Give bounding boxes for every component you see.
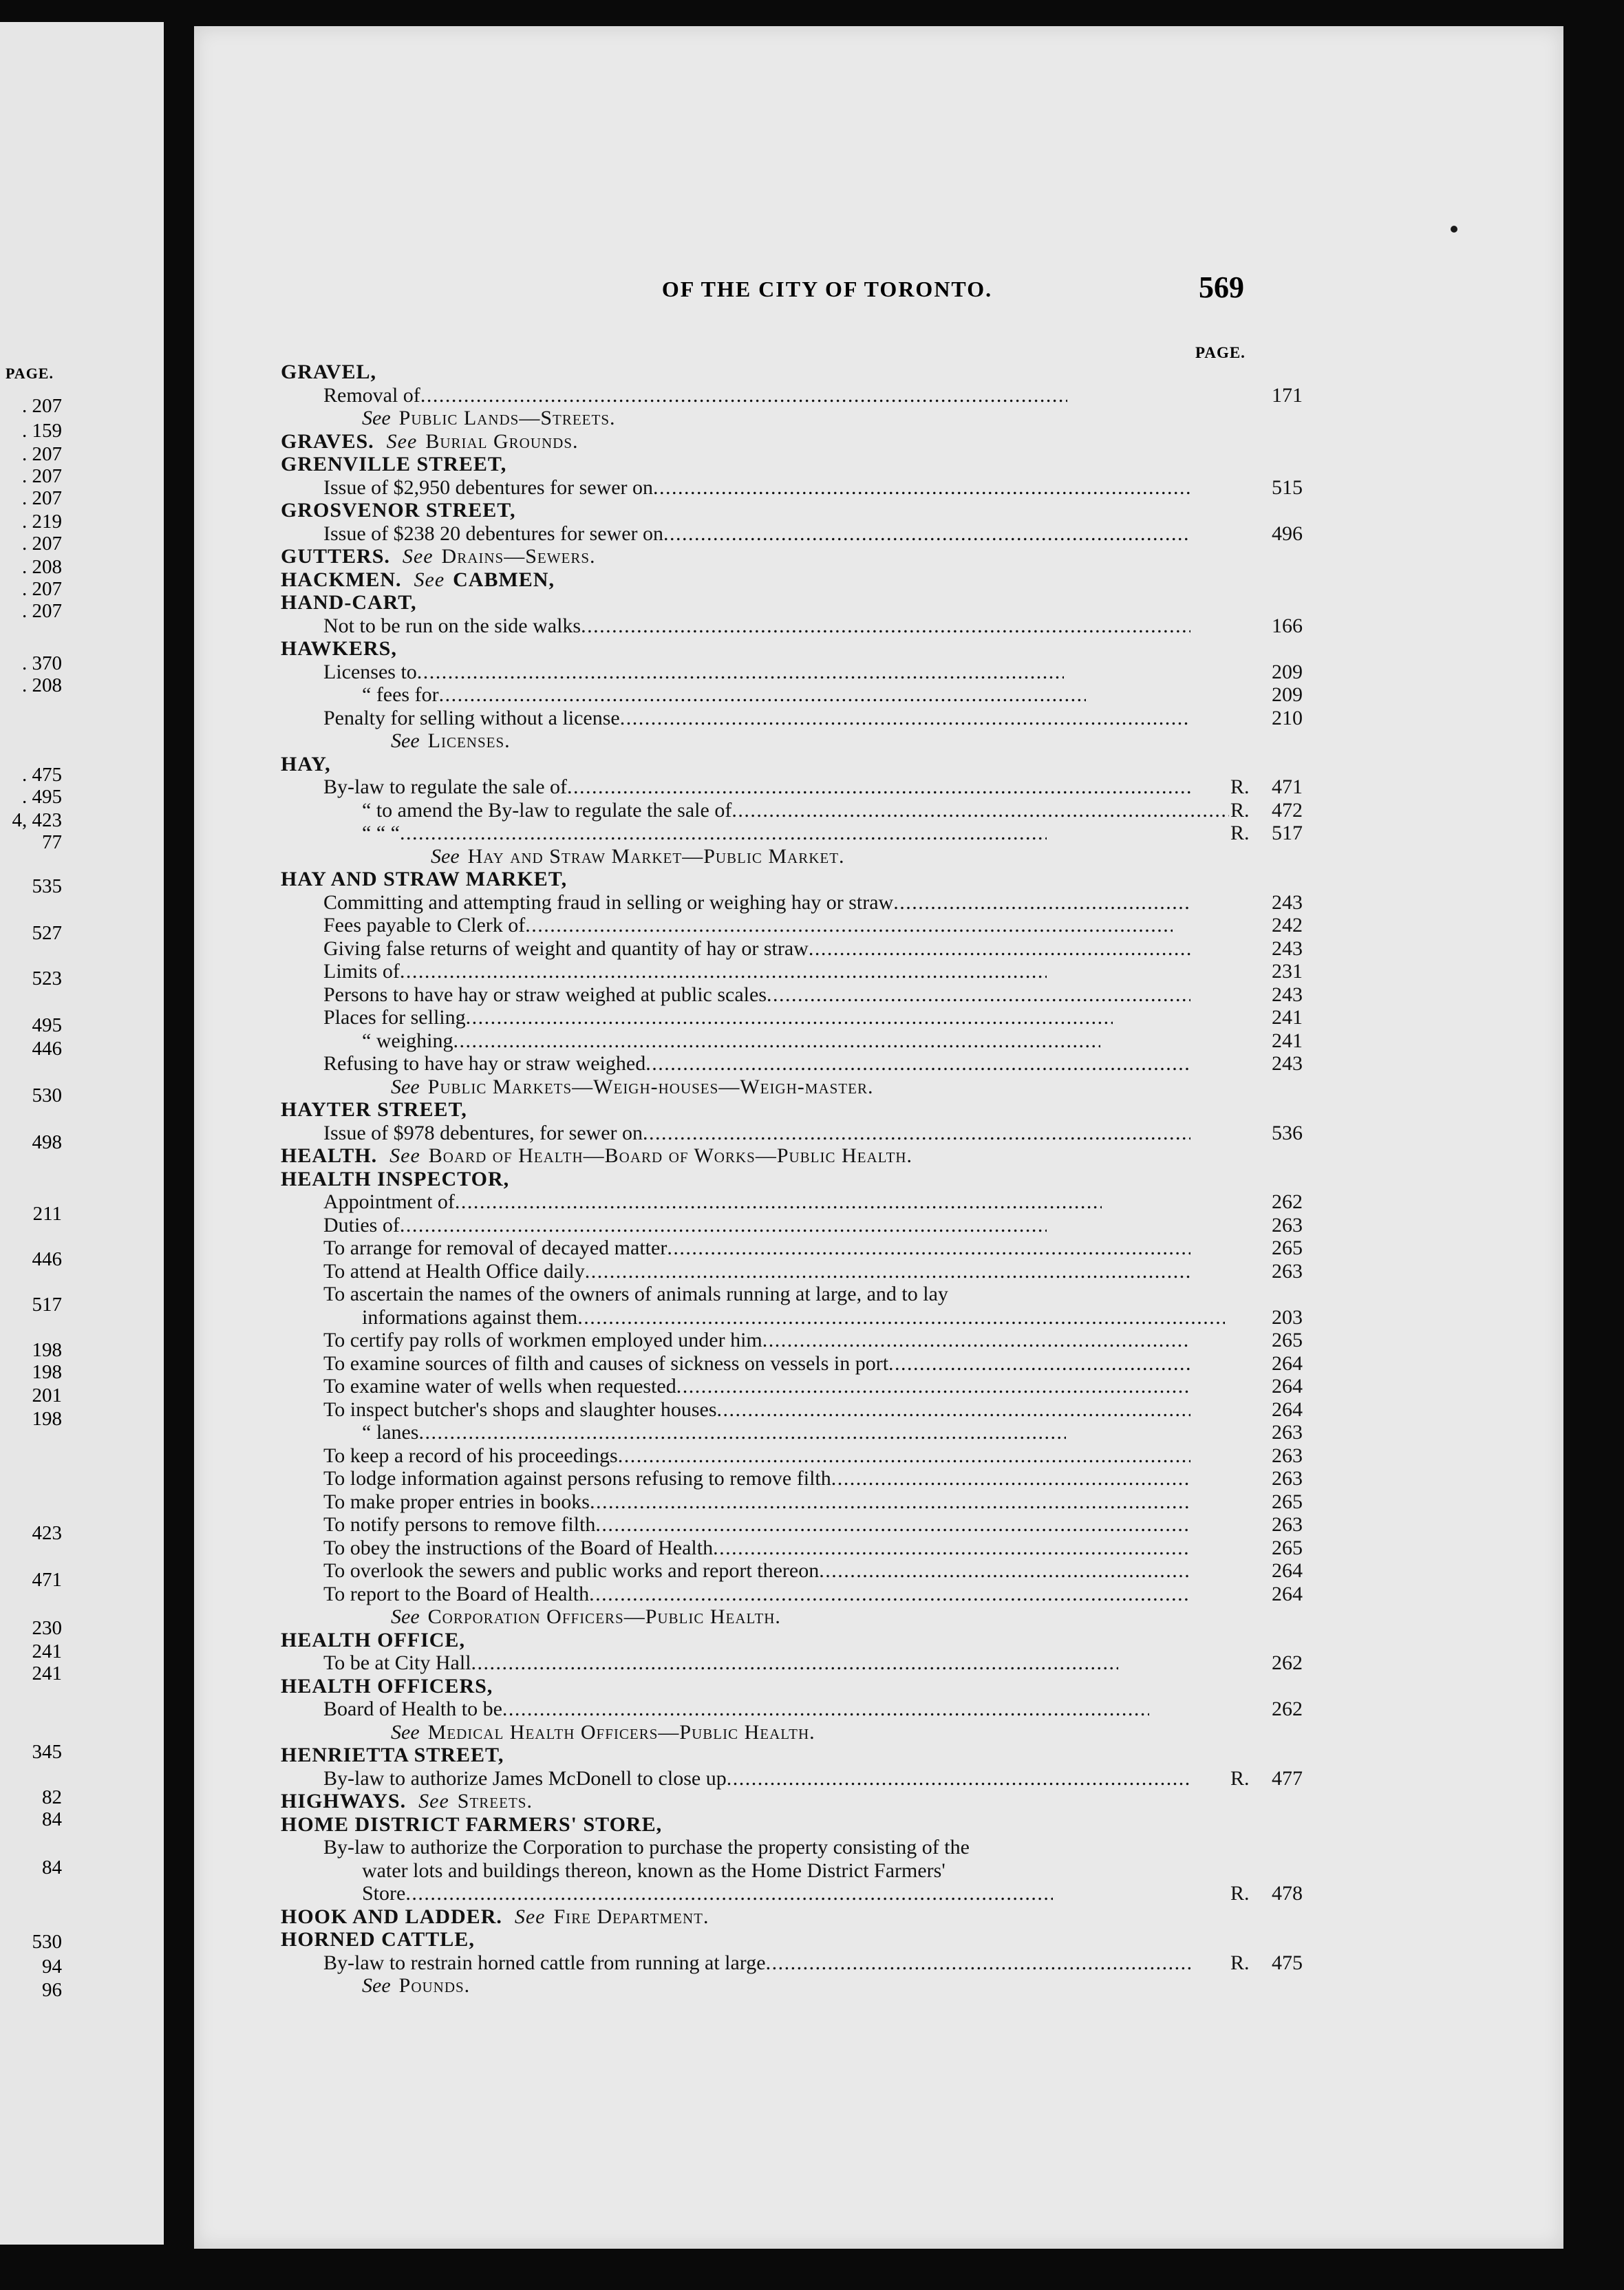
entry-label: Appointment of . . .: [323, 1190, 1102, 1214]
facing-page-number: . 207: [22, 601, 62, 621]
index-entry: [281, 1260, 1464, 1283]
entry-label: HACKMEN.: [281, 568, 402, 591]
index-heading: [281, 1168, 1464, 1191]
entry-label: “ “ “ . . .: [362, 822, 1047, 845]
entry-label: To make proper entries in books . . .: [323, 1490, 1190, 1514]
entry-label: HAY,: [281, 752, 331, 775]
facing-page-number: 495: [32, 1014, 62, 1036]
index-entry: [281, 707, 1464, 730]
see-reference: Fire Department.: [553, 1905, 709, 1928]
entry-label: To report to the Board of Health . . .: [323, 1583, 1190, 1606]
cross-reference: [281, 1605, 1464, 1629]
entry-label: GRAVES.: [281, 429, 374, 453]
page-reference: 243: [1272, 983, 1303, 1006]
page-reference: 478: [1272, 1882, 1303, 1905]
index-heading: [281, 868, 1464, 891]
index-entry: [281, 1029, 1464, 1053]
page-reference: 263: [1272, 1444, 1303, 1467]
page-reference: 517: [1272, 822, 1303, 844]
page-reference: 263: [1272, 1467, 1303, 1490]
index-entry: [281, 983, 1464, 1007]
index-entry: [281, 1190, 1464, 1214]
repealed-mark: R.: [1230, 798, 1250, 822]
facing-page-number: . 207: [22, 579, 62, 599]
entry-label: See: [362, 407, 391, 429]
facing-page-number: . 207: [22, 396, 62, 416]
facing-page-number: 4, 423: [12, 809, 62, 831]
facing-page-number: 94: [42, 1956, 62, 1978]
see-reference: Burial Grounds.: [425, 429, 579, 453]
facing-page-number: 530: [32, 1084, 62, 1106]
repealed-mark: R.: [1230, 1882, 1250, 1905]
entry-label: By-law to regulate the sale of . . .: [323, 775, 1190, 799]
entry-label: water lots and buildings thereon, known as the Home District Farmers': [362, 1859, 945, 1882]
index-list: [281, 361, 1464, 1998]
see-word: See: [402, 545, 434, 568]
index-entry: [281, 1583, 1464, 1606]
facing-page-number: . 207: [22, 445, 62, 464]
facing-page-number: 498: [32, 1131, 62, 1153]
entry-label: By-law to restrain horned cattle from running at large . . .: [323, 1951, 1190, 1975]
cross-reference: [281, 1721, 1464, 1744]
entry-label: GRENVILLE STREET,: [281, 453, 507, 475]
entry-label: See: [391, 1075, 420, 1098]
see-word: See: [389, 1144, 420, 1167]
index-entry: [281, 1882, 1464, 1905]
page-reference: 241: [1272, 1006, 1303, 1029]
facing-page-fragment: [0, 22, 164, 2245]
index-entry: [281, 1006, 1464, 1029]
index-entry: [281, 476, 1464, 500]
entry-label: See: [362, 1974, 391, 1997]
entry-label: Fees payable to Clerk of . . .: [323, 914, 1173, 937]
entry-label: See: [431, 844, 460, 868]
entry-label: HEALTH OFFICERS,: [281, 1674, 493, 1698]
index-entry: [281, 960, 1464, 983]
index-entry: [281, 384, 1464, 407]
page-reference: 231: [1272, 960, 1303, 983]
entry-label: Not to be run on the side walks . . .: [323, 614, 1190, 638]
index-heading: [281, 1905, 1464, 1929]
facing-page-column-heading: PAGE.: [6, 365, 54, 382]
index-entry: [281, 1052, 1464, 1076]
page-reference: 265: [1272, 1329, 1303, 1351]
page-reference: 472: [1272, 798, 1303, 822]
facing-page-number: . 207: [22, 534, 62, 554]
index-entry: [281, 822, 1464, 845]
page-reference: 265: [1272, 1490, 1303, 1513]
facing-page-number: 198: [32, 1408, 62, 1430]
index-entry: [281, 1122, 1464, 1145]
index-entry: [281, 683, 1464, 707]
cross-reference: [281, 729, 1464, 753]
index-heading: [281, 361, 1464, 384]
facing-page-number: 241: [32, 1662, 62, 1684]
see-reference: Board of Health—Board of Works—Public Health.: [428, 1144, 913, 1167]
entry-label: To attend at Health Office daily . . .: [323, 1260, 1190, 1283]
index-entry: [281, 1559, 1464, 1583]
facing-page-number: 423: [32, 1522, 62, 1544]
index-entry: [281, 799, 1464, 822]
index-heading: [281, 1813, 1464, 1837]
index-entry: [281, 1352, 1464, 1376]
see-word: See: [514, 1905, 546, 1928]
page-reference: 264: [1272, 1559, 1303, 1582]
facing-page-number: 446: [32, 1248, 62, 1270]
entry-label: See: [391, 1720, 420, 1744]
facing-page-number: 82: [42, 1786, 62, 1808]
entry-label: See: [391, 1605, 420, 1628]
entry-label: GRAVEL,: [281, 361, 376, 383]
entry-label: See: [391, 729, 420, 752]
facing-page-number: 241: [32, 1640, 62, 1662]
entry-label: GUTTERS.: [281, 545, 390, 568]
entry-label: Penalty for selling without a license . . .: [323, 707, 1190, 730]
index-entry: [281, 1283, 1464, 1306]
entry-label: Issue of $978 debentures, for sewer on . . .: [323, 1122, 1190, 1145]
page-reference: 263: [1272, 1259, 1303, 1283]
index-entry: [281, 1444, 1464, 1468]
page-reference: 515: [1272, 475, 1303, 499]
page-reference: 263: [1272, 1421, 1303, 1444]
index-entry: [281, 1767, 1464, 1790]
repealed-mark: R.: [1230, 822, 1250, 844]
entry-label: HAY AND STRAW MARKET,: [281, 868, 568, 890]
index-entry: [281, 1329, 1464, 1352]
dust-speck: [1451, 226, 1457, 233]
index-entry: [281, 1537, 1464, 1560]
index-entry: [281, 914, 1464, 937]
facing-page-number: 198: [32, 1339, 62, 1361]
facing-page-number: . 208: [22, 557, 62, 577]
entry-label: Limits of . . .: [323, 960, 1047, 983]
entry-label: “ lanes . . .: [362, 1421, 1066, 1444]
entry-label: Giving false returns of weight and quantity of hay or straw . . .: [323, 937, 1190, 961]
entry-label: Refusing to have hay or straw weighed . . .: [323, 1052, 1190, 1076]
entry-label: Persons to have hay or straw weighed at public scales . . .: [323, 983, 1190, 1007]
repealed-mark: R.: [1230, 1766, 1250, 1790]
entry-label: Board of Health to be . . .: [323, 1698, 1149, 1721]
index-entry: [281, 1651, 1464, 1675]
index-entry: [281, 891, 1464, 914]
cross-reference: [281, 845, 1464, 868]
entry-label: To examine water of wells when requested . . .: [323, 1375, 1190, 1398]
index-heading: [281, 637, 1464, 661]
entry-label: HAWKERS,: [281, 637, 397, 660]
index-entry: [281, 522, 1464, 546]
repealed-mark: R.: [1230, 1951, 1250, 1974]
page-reference: 203: [1272, 1305, 1303, 1329]
page-reference: 264: [1272, 1351, 1303, 1375]
facing-page-number: . 495: [22, 787, 62, 807]
page-reference: 471: [1272, 775, 1303, 798]
facing-page-number: . 370: [22, 654, 62, 674]
page-reference: 265: [1272, 1536, 1303, 1559]
index-heading: [281, 591, 1464, 614]
entry-label: HIGHWAYS.: [281, 1790, 407, 1812]
entry-label: Issue of $238 20 debentures for sewer on . . .: [323, 522, 1190, 546]
facing-page-number: 523: [32, 967, 62, 989]
cross-reference: [281, 407, 1464, 430]
index-entry: [281, 1306, 1464, 1329]
entry-label: HEALTH OFFICE,: [281, 1628, 465, 1651]
entry-label: HENRIETTA STREET,: [281, 1744, 504, 1766]
see-reference: Licenses.: [427, 729, 511, 752]
entry-label: By-law to authorize James McDonell to close up . . .: [323, 1767, 1190, 1790]
facing-page-number: 345: [32, 1741, 62, 1763]
page-reference: 166: [1272, 614, 1303, 637]
page-reference: 475: [1272, 1951, 1303, 1974]
see-reference: Drains—Sewers.: [441, 545, 596, 568]
facing-page-number: . 207: [22, 467, 62, 486]
facing-page-number: 211: [32, 1203, 62, 1225]
see-reference: Pounds.: [398, 1974, 471, 1997]
see-reference: Medical Health Officers—Public Health.: [427, 1720, 815, 1744]
entry-label: Store . . .: [362, 1882, 1053, 1905]
running-head: OF THE CITY OF TORONTO.: [661, 277, 993, 301]
see-reference: Public Markets—Weigh-houses—Weigh-master.: [427, 1075, 874, 1098]
facing-page-number: 201: [32, 1384, 62, 1406]
page-reference: 496: [1272, 522, 1303, 545]
index-heading: [281, 1928, 1464, 1951]
facing-page-number: . 207: [22, 489, 62, 509]
page-column-heading: PAGE.: [1195, 344, 1246, 361]
entry-label: GROSVENOR STREET,: [281, 499, 516, 522]
index-entry: [281, 1698, 1464, 1721]
page-reference: 264: [1272, 1582, 1303, 1605]
entry-label: “ fees for . . .: [362, 683, 1086, 707]
page-reference: 477: [1272, 1766, 1303, 1790]
page-reference: 210: [1272, 706, 1303, 729]
page-reference: 262: [1272, 1698, 1303, 1720]
entry-label: HOOK AND LADDER.: [281, 1905, 502, 1928]
repealed-mark: R.: [1230, 775, 1250, 798]
facing-page-number: 446: [32, 1038, 62, 1060]
index-heading: [281, 430, 1464, 453]
index-entry: [281, 1375, 1464, 1398]
index-entry: [281, 1490, 1464, 1514]
facing-page-number: 84: [42, 1808, 62, 1830]
entry-label: To notify persons to remove filth . . .: [323, 1513, 1190, 1537]
facing-page-number: . 159: [22, 421, 62, 441]
page-number: 569: [1199, 270, 1244, 304]
see-reference: Hay and Straw Market—Public Market.: [467, 844, 845, 868]
index-entry: [281, 937, 1464, 961]
index-heading: [281, 453, 1464, 476]
facing-page-number: 77: [42, 831, 62, 853]
index-heading: [281, 1629, 1464, 1652]
index-entry: [281, 1467, 1464, 1490]
index-heading: [281, 1790, 1464, 1813]
entry-label: HOME DISTRICT FARMERS' STORE,: [281, 1812, 663, 1836]
page-reference: 209: [1272, 683, 1303, 706]
cross-reference: [281, 1974, 1464, 1998]
index-heading: [281, 568, 1464, 592]
index-entry: [281, 1513, 1464, 1537]
see-reference: Corporation Officers—Public Health.: [427, 1605, 781, 1628]
index-entry: [281, 775, 1464, 799]
entry-label: Licenses to . . .: [323, 661, 1064, 684]
page-reference: 263: [1272, 1513, 1303, 1536]
index-entry: [281, 1214, 1464, 1237]
page-reference: 243: [1272, 1052, 1303, 1075]
entry-label: To overlook the sewers and public works and report thereon . . .: [323, 1559, 1190, 1583]
entry-label: “ weighing . . .: [362, 1029, 1100, 1053]
see-reference: Public Lands—Streets.: [398, 407, 616, 429]
page-reference: 242: [1272, 914, 1303, 937]
entry-label: Removal of . . .: [323, 384, 1067, 407]
entry-label: “ to amend the By-law to regulate the sale of . . .: [362, 799, 1229, 822]
entry-label: Places for selling . . .: [323, 1006, 1113, 1029]
facing-page-number: 96: [42, 1979, 62, 2001]
see-word: See: [414, 568, 445, 591]
facing-page-number: 84: [42, 1856, 62, 1879]
page-reference: 243: [1272, 890, 1303, 914]
facing-page-number: 535: [32, 875, 62, 897]
cross-reference: [281, 1076, 1464, 1099]
facing-page-number: 517: [32, 1294, 62, 1316]
entry-label: Issue of $2,950 debentures for sewer on . . .: [323, 476, 1190, 500]
index-entry: [281, 614, 1464, 638]
page-reference: 262: [1272, 1651, 1303, 1674]
entry-label: To obey the instructions of the Board of Health . . .: [323, 1537, 1190, 1560]
facing-page-number: 471: [32, 1569, 62, 1591]
entry-label: HORNED CATTLE,: [281, 1928, 475, 1951]
index-entry: [281, 1421, 1464, 1444]
entry-label: To examine sources of filth and causes of sickness on vessels in port . . .: [323, 1352, 1190, 1376]
see-reference: CABMEN,: [453, 568, 555, 591]
index-heading: [281, 545, 1464, 568]
entry-label: By-law to authorize the Corporation to purchase the property consisting of the: [323, 1836, 970, 1859]
entry-label: Duties of . . .: [323, 1214, 1047, 1237]
index-heading: [281, 753, 1464, 776]
page-reference: 171: [1272, 383, 1303, 407]
facing-page-number: 198: [32, 1361, 62, 1383]
entry-label: To be at City Hall . . .: [323, 1651, 1118, 1675]
entry-label: HAYTER STREET,: [281, 1098, 467, 1121]
page-reference: 241: [1272, 1029, 1303, 1052]
entry-label: HAND-CART,: [281, 591, 417, 614]
page-reference: 264: [1272, 1375, 1303, 1398]
page-reference: 264: [1272, 1398, 1303, 1421]
see-word: See: [386, 429, 418, 453]
index-entry: [281, 1398, 1464, 1422]
see-word: See: [418, 1790, 449, 1812]
page-reference: 263: [1272, 1213, 1303, 1237]
entry-label: To keep a record of his proceedings . . .: [323, 1444, 1190, 1468]
index-page: [194, 26, 1563, 2249]
entry-label: Committing and attempting fraud in selling or weighing hay or straw . . .: [323, 891, 1190, 914]
page-reference: 243: [1272, 937, 1303, 960]
index-heading: [281, 1675, 1464, 1698]
index-heading: [281, 1144, 1464, 1168]
index-heading: [281, 1098, 1464, 1122]
page-reference: 262: [1272, 1190, 1303, 1213]
facing-page-number: . 208: [22, 676, 62, 696]
index-entry: [281, 1237, 1464, 1260]
index-heading: [281, 499, 1464, 522]
index-heading: [281, 1744, 1464, 1767]
entry-label: To lodge information against persons refusing to remove filth . . .: [323, 1467, 1190, 1490]
facing-page-number: . 475: [22, 765, 62, 785]
index-entry: [281, 661, 1464, 684]
entry-label: To ascertain the names of the owners of animals running at large, and to lay: [323, 1283, 948, 1305]
entry-label: To certify pay rolls of workmen employed under him . . .: [323, 1329, 1190, 1352]
entry-label: To arrange for removal of decayed matter . . .: [323, 1237, 1190, 1260]
facing-page-number: 530: [32, 1931, 62, 1953]
page-reference: 209: [1272, 660, 1303, 683]
page-reference: 265: [1272, 1237, 1303, 1259]
facing-page-number: 230: [32, 1617, 62, 1639]
entry-label: HEALTH INSPECTOR,: [281, 1167, 510, 1190]
facing-page-number: 527: [32, 922, 62, 944]
entry-label: To inspect butcher's shops and slaughter houses . . .: [323, 1398, 1190, 1422]
index-entry: [281, 1836, 1464, 1859]
facing-page-number: . 219: [22, 512, 62, 532]
index-entry: [281, 1859, 1464, 1883]
entry-label: informations against them . . .: [362, 1306, 1225, 1329]
see-reference: Streets.: [457, 1790, 533, 1812]
entry-label: HEALTH.: [281, 1144, 378, 1167]
index-entry: [281, 1951, 1464, 1975]
page-reference: 536: [1272, 1121, 1303, 1144]
